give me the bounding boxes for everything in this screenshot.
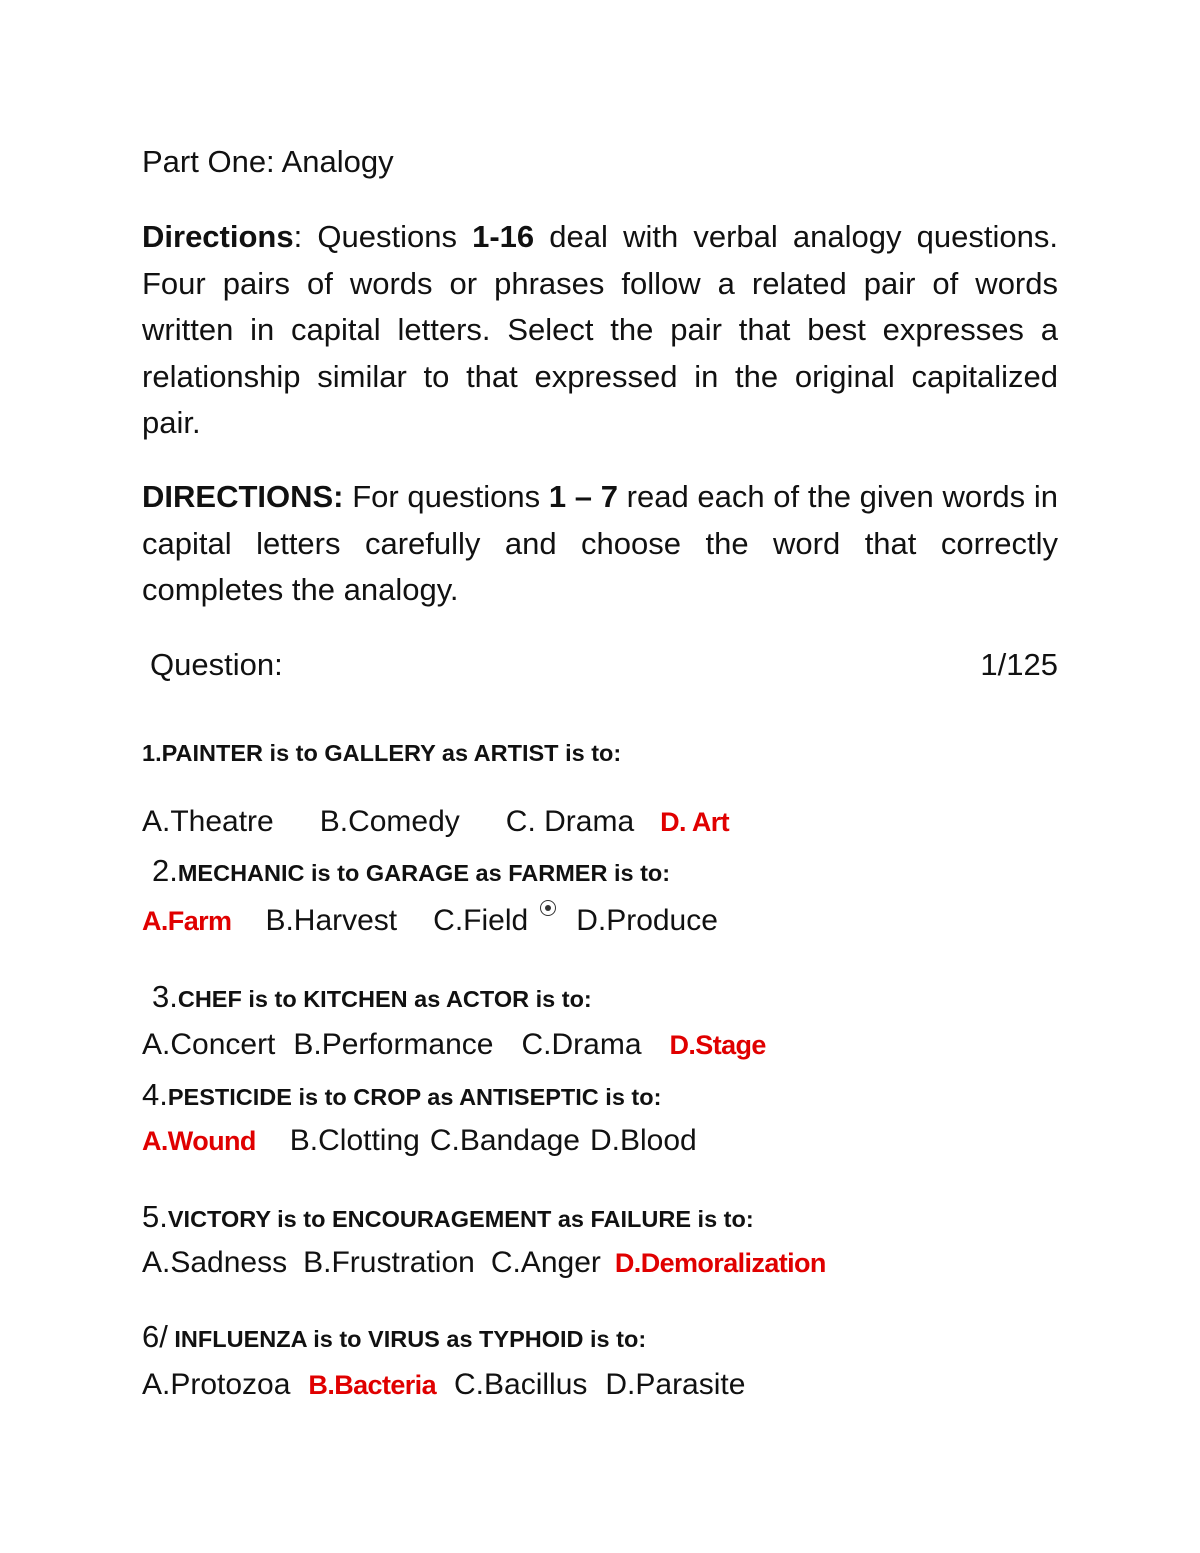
option-b[interactable]: B.Performance [293, 1028, 494, 1061]
question-stem-1 [142, 736, 621, 770]
directions-paragraph-2 [142, 474, 1058, 614]
radio-selected-icon[interactable] [540, 900, 556, 916]
question-number: 5. [142, 1199, 168, 1234]
option-d[interactable]: D.Parasite [605, 1368, 746, 1401]
question-text: VICTORY is to ENCOURAGEMENT as FAILURE is to: [167, 1206, 754, 1232]
question-text: INFLUENZA is to VIRUS as TYPHOID is to: [167, 1326, 647, 1352]
option-a-correct[interactable]: A.Wound [142, 1126, 256, 1156]
option-b[interactable]: B.Comedy [319, 805, 460, 838]
option-b[interactable]: B.Clotting [289, 1124, 420, 1157]
question-options-2 [142, 900, 718, 941]
question-options-6 [142, 1365, 745, 1405]
option-a-correct[interactable]: A.Farm [142, 906, 232, 936]
directions-text: read each of the given words in capital letters carefully and choose the word that correctly completes the analogy. [142, 479, 1058, 607]
directions-label: DIRECTIONS: [142, 479, 344, 514]
question-number: 3. [152, 979, 178, 1014]
directions-pre: : Questions [293, 219, 473, 254]
directions-label: Directions [142, 219, 294, 254]
question-stem-4 [142, 1078, 661, 1114]
question-options-5 [142, 1243, 826, 1283]
option-a[interactable]: A.Protozoa [142, 1368, 291, 1401]
option-d[interactable]: D.Blood [589, 1124, 697, 1157]
directions-range: 1 – 7 [548, 479, 618, 514]
directions-range: 1-16 [472, 219, 535, 254]
question-label: Question: [150, 647, 283, 682]
question-stem-3 [142, 980, 592, 1016]
option-b-correct[interactable]: B.Bacteria [308, 1370, 436, 1400]
question-number: 1. [142, 740, 162, 766]
option-b[interactable]: B.Frustration [303, 1246, 475, 1279]
page-title: Part One: Analogy [142, 144, 394, 179]
option-a[interactable]: A.Theatre [142, 805, 274, 838]
option-c[interactable]: C.Bacillus [454, 1368, 588, 1401]
option-c[interactable]: C.Anger [490, 1246, 601, 1279]
question-text: PESTICIDE is to CROP as ANTISEPTIC is to: [167, 1084, 662, 1110]
question-counter: 1/125 [980, 647, 1058, 682]
option-d-correct[interactable]: D.Demoralization [614, 1248, 826, 1278]
question-stem-6 [142, 1320, 646, 1356]
option-c[interactable]: C. Drama [505, 805, 635, 838]
directions-text: deal with verbal analogy questions. Four pairs of words or phrases follow a related pair of words written in capital letters. Select the pair that best expresses a relationship similar to that expressed in the original capitalized pair. [142, 219, 1058, 440]
question-options-3 [142, 1025, 766, 1065]
option-c[interactable]: C.Field [433, 904, 529, 937]
option-a[interactable]: A.Sadness [142, 1246, 288, 1279]
question-text: PAINTER is to GALLERY as ARTIST is to: [161, 740, 622, 766]
option-d[interactable]: D.Produce [576, 904, 718, 937]
question-stem-5 [142, 1200, 754, 1236]
question-options-4 [142, 1121, 697, 1161]
option-d-correct[interactable]: D.Stage [669, 1030, 766, 1060]
option-d-correct[interactable]: D. Art [660, 807, 730, 837]
question-number: 2. [152, 853, 178, 888]
option-a[interactable]: A.Concert [142, 1028, 276, 1061]
question-stem-2 [142, 854, 670, 890]
option-c[interactable]: C.Bandage [429, 1124, 580, 1157]
question-number: 4. [142, 1077, 168, 1112]
question-text: MECHANIC is to GARAGE as FARMER is to: [177, 860, 671, 886]
directions-paragraph-1 [142, 214, 1058, 447]
question-header [150, 645, 1058, 685]
option-c[interactable]: C.Drama [521, 1028, 642, 1061]
question-text: CHEF is to KITCHEN as ACTOR is to: [177, 986, 592, 1012]
directions-pre: For questions [343, 479, 549, 514]
question-options-1 [142, 802, 729, 842]
option-b[interactable]: B.Harvest [265, 904, 398, 937]
question-number: 6/ [142, 1319, 168, 1354]
